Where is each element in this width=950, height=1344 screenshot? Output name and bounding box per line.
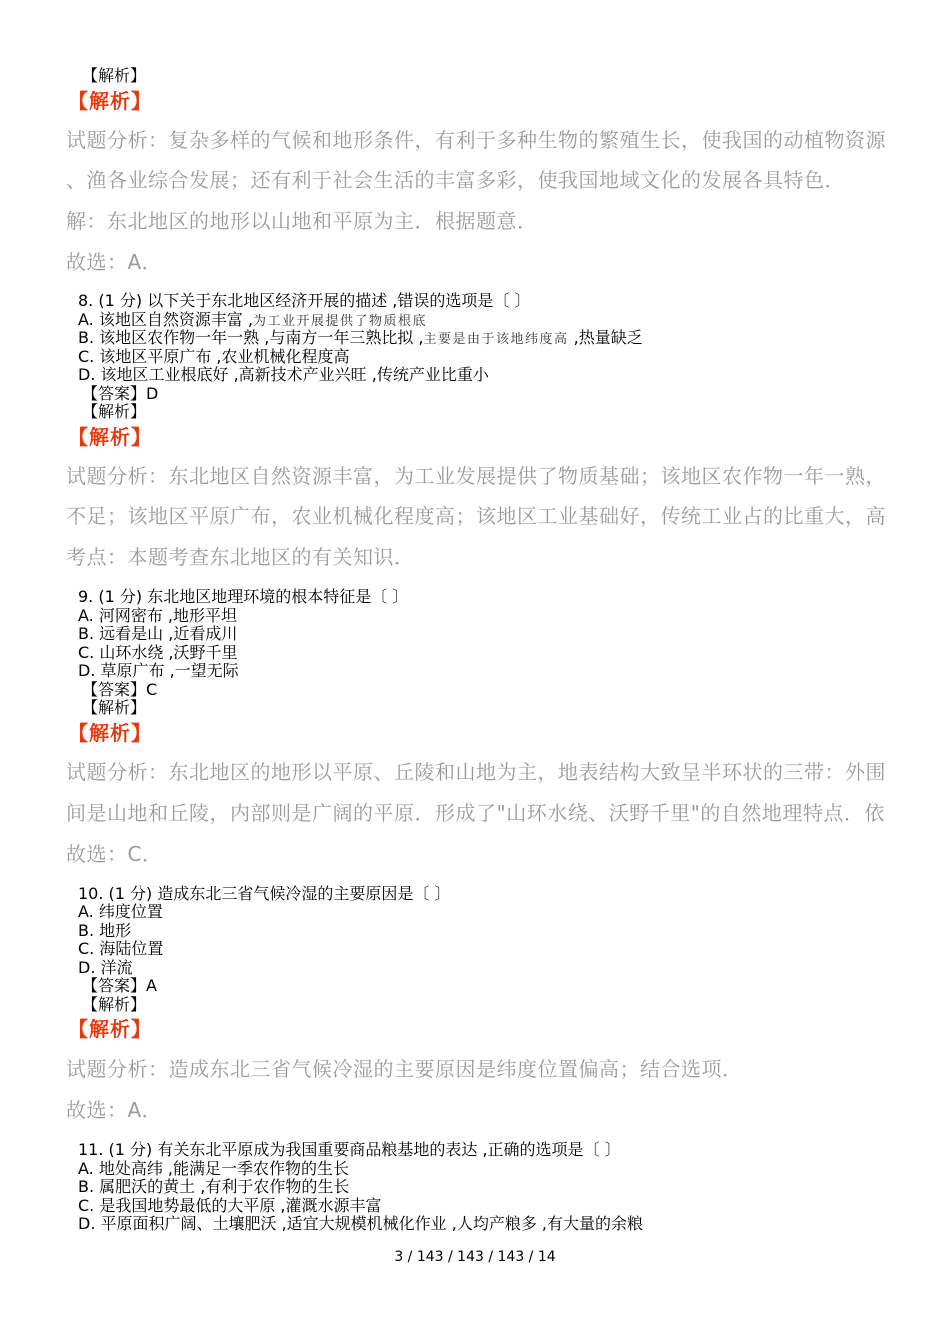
question-9-answer: 【答案】C	[82, 680, 158, 699]
question-9-title: 9. (1 分) 东北地区地理环境的根本特征是〔 〕	[78, 587, 409, 606]
question-11-option-b: B. 属肥沃的黄土 ,有利于农作物的生长	[78, 1177, 350, 1196]
jiexi-tag: 【解析】	[82, 66, 147, 85]
option-text-small: 主要是由于该地纬度高	[423, 332, 569, 347]
answer-choice-line: 故选：A．	[66, 1098, 163, 1122]
question-11-option-a: A. 地处高纬 ,能满足一季农作物的生长	[78, 1159, 350, 1178]
jiexi-tag: 【解析】	[82, 698, 147, 717]
analysis-line: 试题分析：造成东北三省气候冷湿的主要原因是纬度位置偏高；结合选项．	[66, 1057, 743, 1081]
question-10-option-b: B. 地形	[78, 921, 132, 940]
answer-choice-line: 故选：C．	[66, 842, 163, 866]
analysis-line: 试题分析：东北地区自然资源丰富，为工业发展提供了物质基础；该地区农作物一年一熟，	[66, 464, 886, 488]
solution-line: 解：东北地区的地形以山地和平原为主．根据题意．	[66, 209, 538, 233]
option-text-small: 为工业开展提供了物质根底	[253, 314, 428, 329]
question-10-title: 10. (1 分) 造成东北三省气候冷湿的主要原因是〔 〕	[78, 884, 451, 903]
jiexi-heading: 【解析】	[68, 89, 152, 113]
question-8-option-b	[78, 329, 643, 349]
analysis-line: 试题分析：东北地区的地形以平原、丘陵和山地为主，地表结构大致呈半环状的三带：外围	[66, 760, 886, 784]
kaodian-line: 考点：本题考查东北地区的有关知识．	[66, 545, 415, 569]
question-10-answer: 【答案】A	[82, 976, 157, 995]
question-10-option-d: D. 洋流	[78, 958, 133, 977]
jiexi-heading: 【解析】	[68, 1017, 152, 1041]
question-10-option-a: A. 纬度位置	[78, 902, 163, 921]
question-11-option-d: D. 平原面积广阔、土壤肥沃 ,适宜大规模机械化作业 ,人均产粮多 ,有大量的余粮	[78, 1214, 644, 1233]
analysis-line: 间是山地和丘陵，内部则是广阔的平原．形成了"山环水绕、沃野千里"的自然地理特点．依	[66, 801, 885, 825]
question-9-option-d: D. 草原广布 ,一望无际	[78, 661, 239, 680]
analysis-line: 试题分析：复杂多样的气候和地形条件，有利于多种生物的繁殖生长，使我国的动植物资源	[66, 128, 886, 152]
jiexi-heading: 【解析】	[68, 721, 152, 745]
option-text: ,热量缺乏	[568, 328, 643, 347]
analysis-line: 不足；该地区平原广布，农业机械化程度高；该地区工业基础好，传统工业占的比重大，高	[66, 504, 886, 528]
jiexi-heading: 【解析】	[68, 425, 152, 449]
question-11-option-c: C. 是我国地势最低的大平原 ,灌溉水源丰富	[78, 1196, 382, 1215]
analysis-line: 、渔各业综合发展；还有利于社会生活的丰富多彩，使我国地域文化的发展各具特色．	[66, 168, 845, 192]
option-text: A. 该地区自然资源丰富 ,	[78, 310, 254, 329]
option-text: B. 该地区农作物一年一熟 ,与南方一年三熟比拟 ,	[78, 328, 424, 347]
jiexi-tag: 【解析】	[82, 995, 147, 1014]
question-10-option-c: C. 海陆位置	[78, 939, 164, 958]
question-8-option-d: D. 该地区工业根底好 ,高新技术产业兴旺 ,传统产业比重小	[78, 365, 489, 384]
question-11-title: 11. (1 分) 有关东北平原成为我国重要商品粮基地的表达 ,正确的选项是〔 〕	[78, 1140, 621, 1159]
page-number-footer: 3 / 143 / 143 / 143 / 14	[394, 1249, 556, 1265]
question-9-option-c: C. 山环水绕 ,沃野千里	[78, 643, 238, 662]
answer-choice-line: 故选：A．	[66, 250, 163, 274]
jiexi-tag: 【解析】	[82, 402, 147, 421]
question-8-title: 8. (1 分) 以下关于东北地区经济开展的描述 ,错误的选项是〔 〕	[78, 291, 531, 310]
question-8-answer: 【答案】D	[82, 384, 159, 403]
question-9-option-a: A. 河网密布 ,地形平坦	[78, 606, 238, 625]
question-8-option-c: C. 该地区平原广布 ,农业机械化程度高	[78, 347, 350, 366]
question-9-option-b: B. 远看是山 ,近看成川	[78, 624, 238, 643]
